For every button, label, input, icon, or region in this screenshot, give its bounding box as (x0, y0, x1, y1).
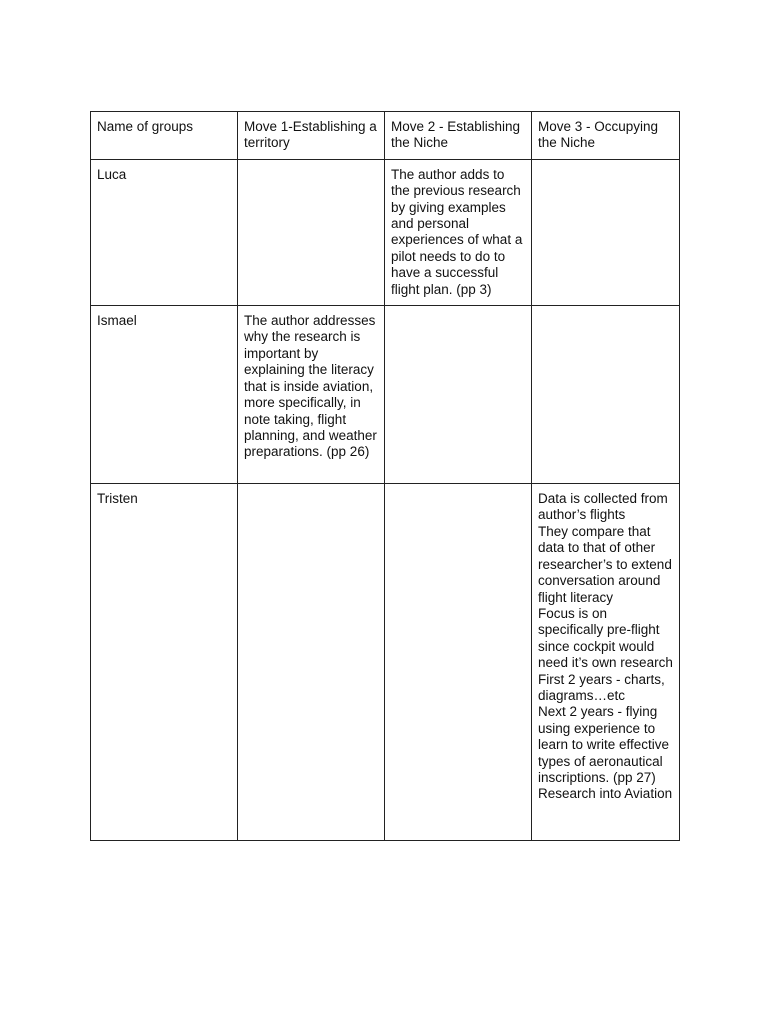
move-3-cell (532, 306, 680, 484)
table-row (91, 484, 680, 841)
move-2-cell: The author adds to the previous research by giving examples and personal experiences of what a pilot needs to do to have a successful flight plan. (pp 3) (385, 159, 532, 305)
move-3-line: First 2 years - charts, diagrams…etc (538, 671, 665, 703)
table-row (91, 159, 680, 305)
group-name-cell: Luca (91, 159, 238, 305)
header-move-2: Move 2 - Establishing the Niche (385, 112, 532, 160)
move-3-line: Research into Aviation (538, 786, 673, 802)
table-row (91, 306, 680, 484)
table-header-row (91, 112, 680, 160)
move-2-cell (385, 306, 532, 484)
rhetorical-moves-table (90, 111, 680, 841)
move-3-line: Next 2 years - flying using experience to learn to write effective types of aeronautical inscriptions. (pp 27) (538, 704, 670, 785)
move-3-cell (532, 484, 680, 841)
move-3-line: Data is collected from author’s flights (538, 491, 668, 523)
move-1-cell (238, 159, 385, 305)
move-3-cell (532, 159, 680, 305)
move-2-cell (385, 484, 532, 841)
header-move-1: Move 1-Establishing a territory (238, 112, 385, 160)
group-name-cell: Ismael (91, 306, 238, 484)
move-1-cell: The author addresses why the research is important by explaining the literacy that is inside aviation, more specifically, in note taking, flight planning, and weather preparations. (pp 26) (238, 306, 385, 484)
header-name-of-groups: Name of groups (91, 112, 238, 160)
group-name-cell: Tristen (91, 484, 238, 841)
move-1-cell (238, 484, 385, 841)
move-3-line: They compare that data to that of other researcher’s to extend conversation around flight literacy (538, 523, 672, 605)
header-move-3: Move 3 - Occupying the Niche (532, 112, 680, 160)
move-3-line: Focus is on specifically pre-flight since cockpit would need it’s own research (538, 605, 673, 671)
